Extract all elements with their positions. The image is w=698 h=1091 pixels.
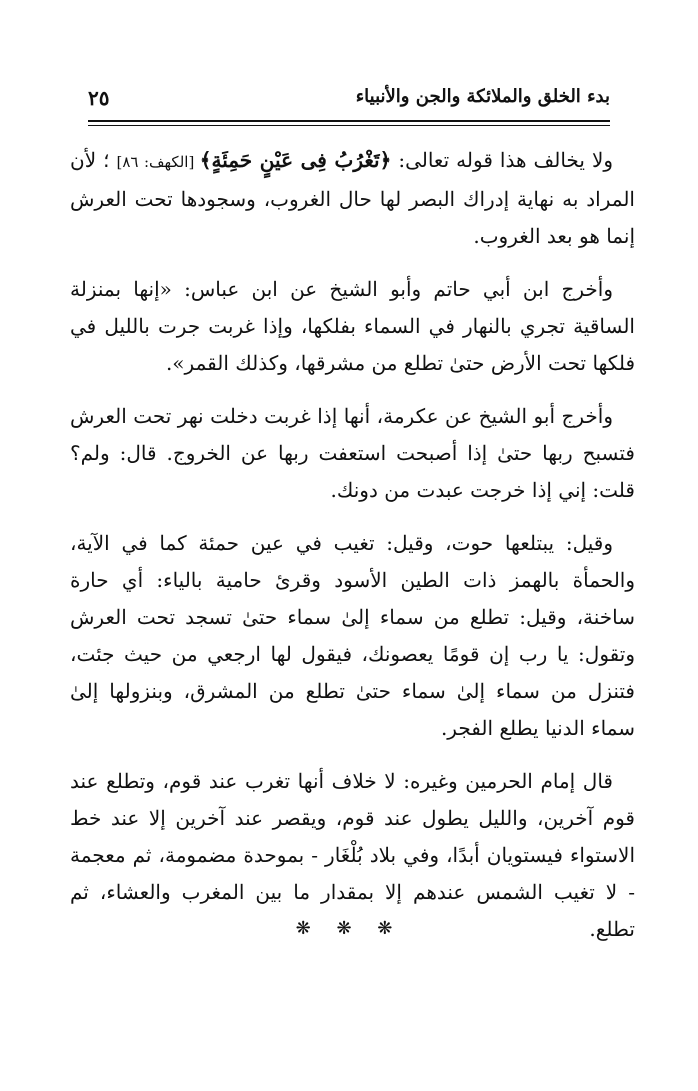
running-header [88, 86, 610, 116]
paragraph-1-rest: ؛ لأن المراد به نهاية إدراك البصر لها حال الغروب، وسجودها تحت العرش إنما هو بعد الغروب. [70, 148, 635, 248]
paragraph-1-intro: ولا يخالف هذا قوله تعالى: [391, 148, 614, 172]
page-number: ٢٥ [88, 86, 110, 110]
section-end-ornament: ❋ ❋ ❋ [295, 918, 403, 939]
header-rule-thin [88, 125, 610, 126]
paragraph-2: وأخرج ابن أبي حاتم وأبو الشيخ عن ابن عباس: «إنها بمنزلة الساقية تجري بالنهار في السماء بفلكها، وإذا غربت جرت بالليل في فلكها تحت الأرض حتىٰ تطلع من مشرقها، وكذلك القمر». [70, 277, 635, 375]
header-rule-thick [88, 120, 610, 122]
paragraph-1 [70, 142, 635, 255]
verse-reference: [الكهف: ٨٦] [116, 153, 200, 171]
header-title: بدء الخلق والملائكة والجن والأنبياء [355, 86, 610, 107]
paragraph-4: وقيل: يبتلعها حوت، وقيل: تغيب في عين حمئة كما في الآية، والحمأة بالهمز ذات الطين الأسود وقرئ حامية بالياء: أي حارة ساخنة، وقيل: تطلع من سماء إلىٰ سماء حتىٰ تسجد تحت العرش وتقول: يا رب إن قومًا يعصونك، فيقول لها ارجعي من حيث جئت، فتنزل من سماء إلىٰ سماء حتىٰ تطلع من المشرق، وبنزولها إلىٰ سماء الدنيا يطلع الفجر. [70, 531, 635, 740]
paragraph-3: وأخرج أبو الشيخ عن عكرمة، أنها إذا غربت دخلت نهر تحت العرش فتسبح ربها حتىٰ إذا أصبحت استعفت ربها عن الخروج. قال: ولم؟ قلت: إني إذا خرجت عبدت من دونك. [70, 404, 635, 502]
quran-verse: ﴿تَغْرُبُ فِى عَيْنٍ حَمِئَةٍ﴾ [199, 148, 392, 172]
body-text [70, 142, 635, 964]
paragraph-5: قال إمام الحرمين وغيره: لا خلاف أنها تغرب عند قوم، وتطلع عند قوم آخرين، والليل يطول عند قوم، ويقصر عند آخرين إلا عند خط الاستواء فيستويان أبدًا، وفي بلاد بُلْغَار - بموحدة مضمومة، ثم معجمة - لا تغيب الشمس عندهم إلا بمقدار ما بين المغرب والعشاء، ثم تطلع. [70, 769, 635, 941]
